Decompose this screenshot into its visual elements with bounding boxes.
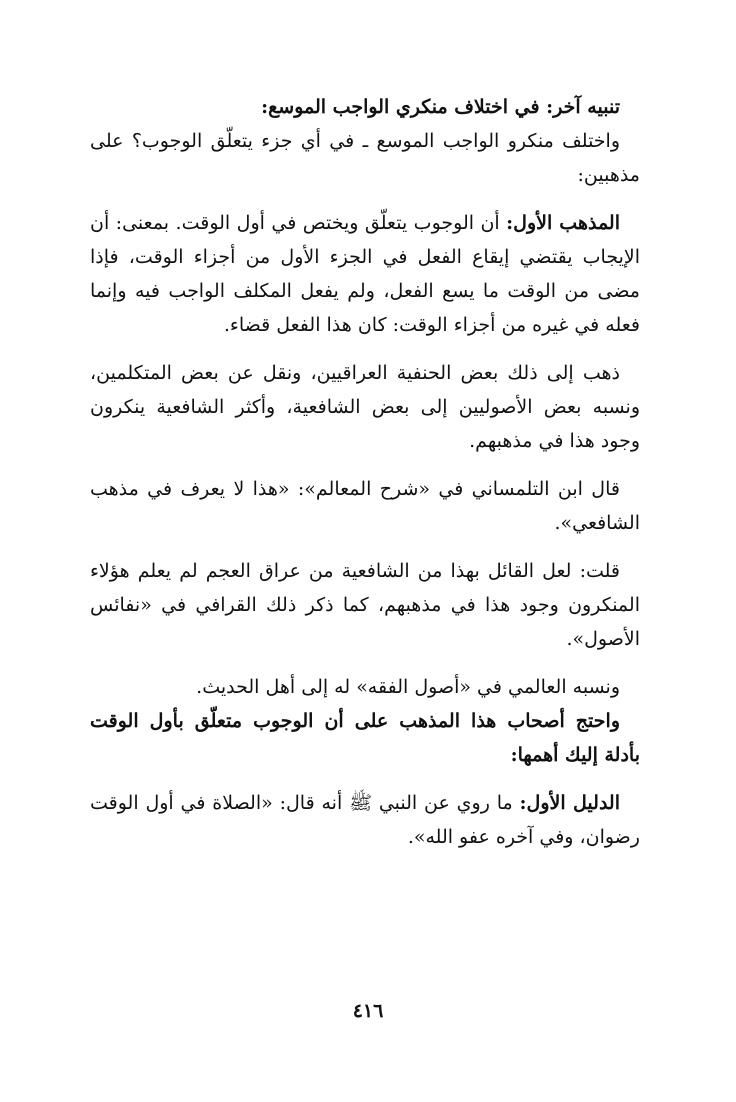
first-school-label: المذهب الأول: [506,212,620,234]
page-body [90,90,640,854]
page-number: ٤١٦ [352,1000,384,1022]
first-evidence-label: الدليل الأول: [519,792,620,814]
paragraph-alimi-attribution: ونسبه العالمي في «أصول الفقه» له إلى أهل الحديث. [196,676,620,698]
paragraph-attribution: ذهب إلى ذلك بعض الحنفية العراقيين، ونقل عن بعض المتكلمين، ونسبه بعض الأصوليين إلى بعض الشافعية، وأكثر الشافعية ينكرون وجود هذا في مذهبهم. [90,362,640,452]
first-school-text: أن الوجوب يتعلّق ويختص في أول الوقت. بمعنى: أن الإيجاب يقتضي إيقاع الفعل في الجزء الأول من أجزاء الوقت، فإذا مضى من الوقت ما يسع الفعل، ولم يفعل المكلف الواجب فيه وإنما فعله في غيره من أجزاء الوقت: كان هذا الفعل قضاء. [90,212,640,336]
paragraph-first-school [90,206,640,342]
first-evidence-text: ما روي عن النبي ﷺ أنه قال: «الصلاة في أول الوقت رضوان، وفي آخره عفو الله». [90,792,640,848]
evidence-heading: واحتج أصحاب هذا المذهب على أن الوجوب متعلّق بأول الوقت بأدلة إليك أهمها: [90,710,640,766]
paragraph-author-remark: قلت: لعل القائل بهذا من الشافعية من عراق العجم لم يعلم هؤلاء المنكرون وجود هذا في مذهبهم، كما ذكر ذلك القرافي في «نفائس الأصول». [90,560,640,650]
paragraph-disagreement: واختلف منكرو الواجب الموسع ـ في أي جزء يتعلّق الوجوب؟ على مذهبين: [90,130,640,186]
paragraph-first-evidence [90,786,640,854]
paragraph-tilimsani-quote: قال ابن التلمساني في «شرح المعالم»: «هذا لا يعرف في مذهب الشافعي». [90,478,640,534]
note-heading: تنبيه آخر: في اختلاف منكري الواجب الموسع: [261,96,620,118]
